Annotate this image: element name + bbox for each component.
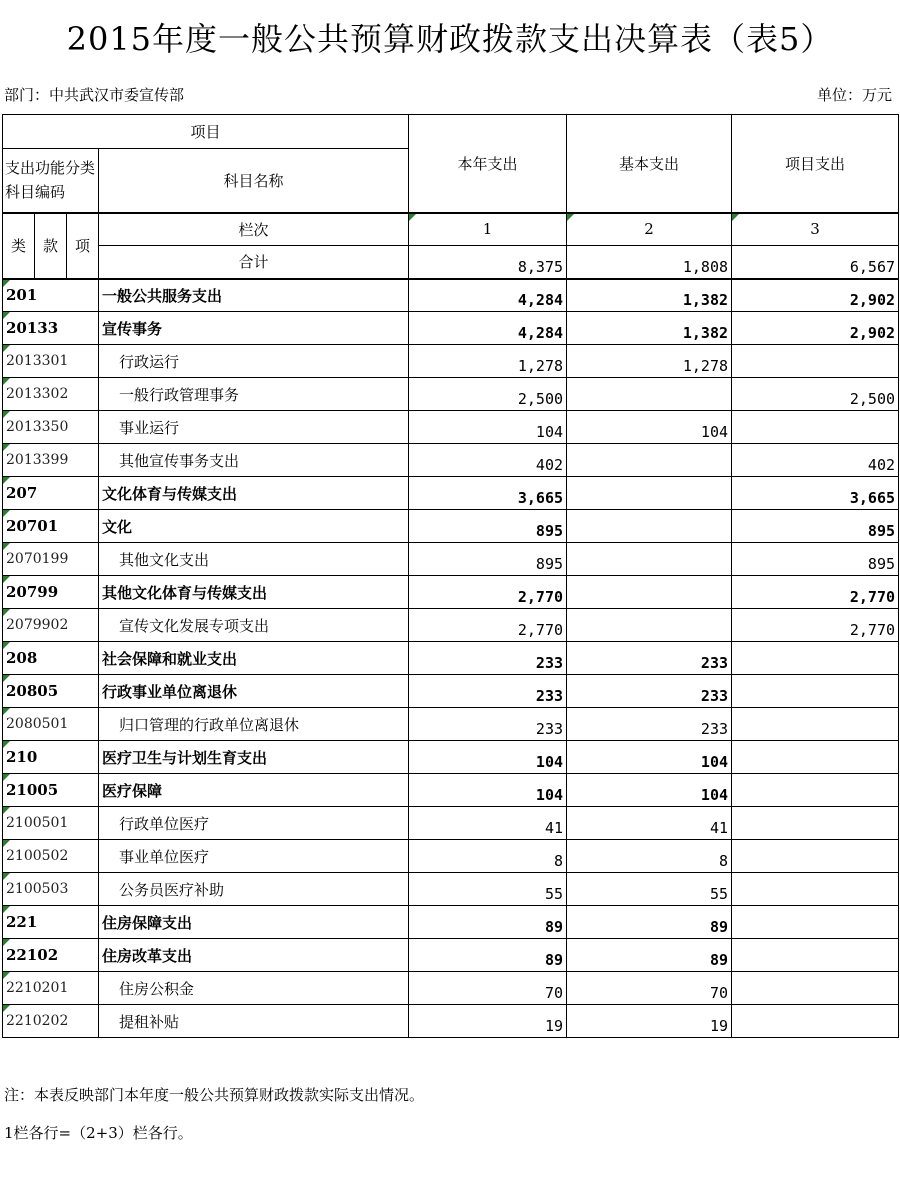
row-code: 207: [3, 477, 99, 510]
row-project: 2,770: [732, 609, 899, 642]
row-basic: 233: [567, 675, 732, 708]
header-col-total: 本年支出: [409, 115, 567, 213]
row-name: 其他文化支出: [99, 543, 409, 576]
row-total: 2,500: [409, 378, 567, 411]
row-basic: 55: [567, 873, 732, 906]
header-lei: 类: [3, 213, 35, 279]
row-total: 4,284: [409, 279, 567, 312]
row-total: 2,770: [409, 609, 567, 642]
total-c2: 1,808: [567, 246, 732, 279]
row-project: [732, 939, 899, 972]
row-code: 20805: [3, 675, 99, 708]
row-project: [732, 774, 899, 807]
table-row: [3, 510, 899, 543]
table-row: [3, 477, 899, 510]
row-total: 895: [409, 543, 567, 576]
table-row: [3, 807, 899, 840]
row-project: [732, 345, 899, 378]
row-basic: 70: [567, 972, 732, 1005]
row-basic: [567, 477, 732, 510]
row-project: 2,902: [732, 279, 899, 312]
row-project: 402: [732, 444, 899, 477]
row-name: 社会保障和就业支出: [99, 642, 409, 675]
row-name: 住房保障支出: [99, 906, 409, 939]
header-xiang: 项: [67, 213, 99, 279]
row-project: [732, 642, 899, 675]
page-title: 2015年度一般公共预算财政拨款支出决算表（表5）: [66, 20, 834, 58]
row-project: 895: [732, 543, 899, 576]
table-row: [3, 642, 899, 675]
row-total: 402: [409, 444, 567, 477]
row-name: 文化体育与传媒支出: [99, 477, 409, 510]
row-total: 2,770: [409, 576, 567, 609]
row-basic: 104: [567, 411, 732, 444]
header-item: 项目: [3, 115, 409, 149]
total-row: [3, 246, 899, 279]
row-code: 2100502: [3, 840, 99, 873]
row-project: [732, 1005, 899, 1038]
unit-label: 单位：万元: [816, 86, 892, 104]
table-row: [3, 708, 899, 741]
row-total: 104: [409, 411, 567, 444]
table-row: [3, 1005, 899, 1038]
table-row: [3, 576, 899, 609]
table-row: [3, 411, 899, 444]
row-code: 2013399: [3, 444, 99, 477]
row-total: 895: [409, 510, 567, 543]
row-project: [732, 840, 899, 873]
row-total: 19: [409, 1005, 567, 1038]
row-basic: 1,278: [567, 345, 732, 378]
row-project: 895: [732, 510, 899, 543]
row-basic: 1,382: [567, 312, 732, 345]
row-code: 221: [3, 906, 99, 939]
row-project: [732, 411, 899, 444]
row-name: 宣传文化发展专项支出: [99, 609, 409, 642]
row-code: 2100503: [3, 873, 99, 906]
row-code: 20133: [3, 312, 99, 345]
row-basic: [567, 576, 732, 609]
table-row: [3, 906, 899, 939]
row-name: 一般公共服务支出: [99, 279, 409, 312]
row-basic: [567, 510, 732, 543]
col-index-1: 1: [409, 213, 567, 246]
row-total: 104: [409, 741, 567, 774]
row-total: 55: [409, 873, 567, 906]
row-name: 事业单位医疗: [99, 840, 409, 873]
row-name: 住房改革支出: [99, 939, 409, 972]
row-total: 233: [409, 675, 567, 708]
row-code: 201: [3, 279, 99, 312]
row-basic: [567, 609, 732, 642]
header-col-project: 项目支出: [732, 115, 899, 213]
row-basic: 104: [567, 741, 732, 774]
row-total: 41: [409, 807, 567, 840]
note-2: 1栏各行=（2+3）栏各行。: [4, 1124, 193, 1142]
row-basic: 89: [567, 939, 732, 972]
row-project: [732, 708, 899, 741]
row-total: 89: [409, 906, 567, 939]
col-index-3: 3: [732, 213, 899, 246]
row-basic: 104: [567, 774, 732, 807]
row-basic: 233: [567, 708, 732, 741]
table-row: [3, 840, 899, 873]
row-code: 2080501: [3, 708, 99, 741]
row-project: 2,500: [732, 378, 899, 411]
row-name: 一般行政管理事务: [99, 378, 409, 411]
row-code: 22102: [3, 939, 99, 972]
row-basic: 41: [567, 807, 732, 840]
table-row: [3, 774, 899, 807]
total-c1: 8,375: [409, 246, 567, 279]
table-row: [3, 345, 899, 378]
row-code: 210: [3, 741, 99, 774]
row-project: 2,770: [732, 576, 899, 609]
row-name: 行政单位医疗: [99, 807, 409, 840]
note-1: 注：本表反映部门本年度一般公共预算财政拨款实际支出情况。: [4, 1086, 425, 1104]
row-basic: 19: [567, 1005, 732, 1038]
row-basic: [567, 444, 732, 477]
table-row: [3, 609, 899, 642]
row-code: 2070199: [3, 543, 99, 576]
row-name: 事业运行: [99, 411, 409, 444]
header-code-label: 支出功能分类科目编码: [3, 149, 99, 213]
table-row: [3, 873, 899, 906]
row-code: 2210202: [3, 1005, 99, 1038]
row-name: 宣传事务: [99, 312, 409, 345]
row-name: 住房公积金: [99, 972, 409, 1005]
row-code: 2013302: [3, 378, 99, 411]
row-code: 2100501: [3, 807, 99, 840]
row-total: 104: [409, 774, 567, 807]
col-index-2: 2: [567, 213, 732, 246]
row-name: 提租补贴: [99, 1005, 409, 1038]
table-row: [3, 444, 899, 477]
row-total: 233: [409, 642, 567, 675]
row-code: 208: [3, 642, 99, 675]
row-name: 医疗卫生与计划生育支出: [99, 741, 409, 774]
row-code: 2079902: [3, 609, 99, 642]
table-row: [3, 312, 899, 345]
table-row: [3, 972, 899, 1005]
row-project: [732, 906, 899, 939]
row-name: 行政事业单位离退休: [99, 675, 409, 708]
row-name: 文化: [99, 510, 409, 543]
row-project: 2,902: [732, 312, 899, 345]
row-total: 70: [409, 972, 567, 1005]
row-name: 其他宣传事务支出: [99, 444, 409, 477]
row-code: 2013350: [3, 411, 99, 444]
row-basic: 1,382: [567, 279, 732, 312]
row-code: 20799: [3, 576, 99, 609]
row-project: [732, 675, 899, 708]
row-project: [732, 807, 899, 840]
table-row: [3, 939, 899, 972]
table-row: [3, 741, 899, 774]
total-c3: 6,567: [732, 246, 899, 279]
department-label: 部门：中共武汉市委宣传部: [4, 86, 185, 104]
row-basic: 233: [567, 642, 732, 675]
total-label: 合计: [99, 246, 409, 279]
budget-table: [2, 114, 899, 1038]
row-name: 公务员医疗补助: [99, 873, 409, 906]
table-row: [3, 675, 899, 708]
row-total: 3,665: [409, 477, 567, 510]
row-total: 4,284: [409, 312, 567, 345]
row-basic: [567, 378, 732, 411]
header-name-label: 科目名称: [99, 149, 409, 213]
row-project: [732, 741, 899, 774]
row-name: 归口管理的行政单位离退休: [99, 708, 409, 741]
row-basic: 8: [567, 840, 732, 873]
header-kuan: 款: [35, 213, 67, 279]
row-project: [732, 873, 899, 906]
row-code: 20701: [3, 510, 99, 543]
row-code: 21005: [3, 774, 99, 807]
header-col-basic: 基本支出: [567, 115, 732, 213]
row-name: 其他文化体育与传媒支出: [99, 576, 409, 609]
header-lanci: 栏次: [99, 213, 409, 246]
row-total: 8: [409, 840, 567, 873]
row-code: 2013301: [3, 345, 99, 378]
row-total: 1,278: [409, 345, 567, 378]
row-project: 3,665: [732, 477, 899, 510]
table-row: [3, 279, 899, 312]
table-row: [3, 378, 899, 411]
row-total: 233: [409, 708, 567, 741]
row-name: 行政运行: [99, 345, 409, 378]
table-row: [3, 543, 899, 576]
row-total: 89: [409, 939, 567, 972]
row-project: [732, 972, 899, 1005]
row-name: 医疗保障: [99, 774, 409, 807]
row-basic: [567, 543, 732, 576]
row-code: 2210201: [3, 972, 99, 1005]
row-basic: 89: [567, 906, 732, 939]
